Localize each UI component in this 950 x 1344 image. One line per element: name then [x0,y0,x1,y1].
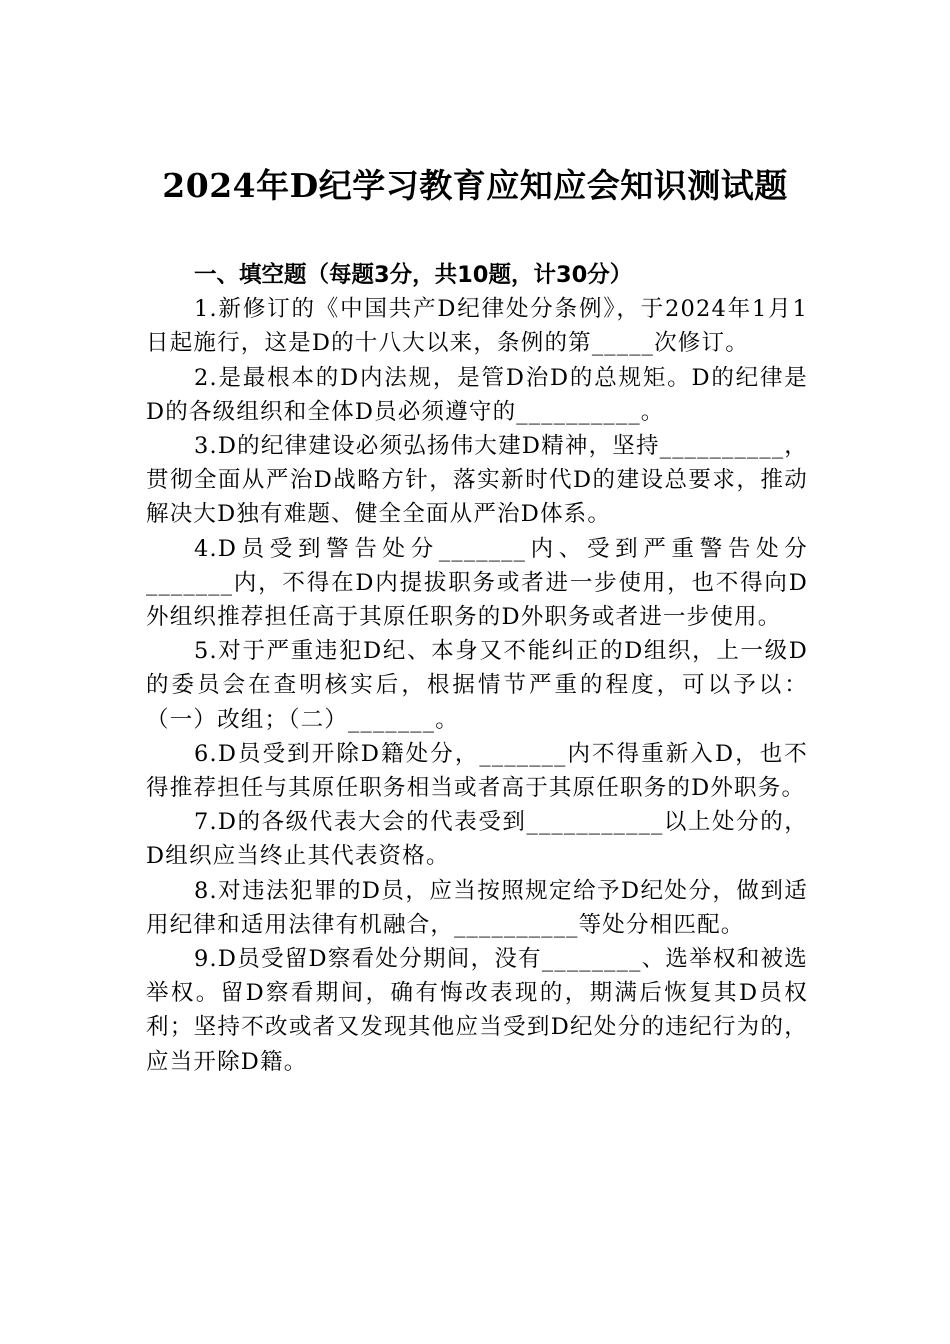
question-2: 2.是最根本的D内法规，是管D治D的总规矩。D的纪律是D的各级组织和全体D员必须遵守的__________。 [146,364,808,425]
document-title: 2024年D纪学习教育应知应会知识测试题 [162,166,788,205]
question-9: 9.D员受留D察看处分期间，没有________、选举权和被选举权。留D察看期间，确有悔改表现的，期满后恢复其D员权利；坚持不改或者又发现其他应当受到D纪处分的违纪行为的，应当开除D籍。 [146,946,808,1075]
question-6: 6.D员受到开除D籍处分，_______内不得重新入D，也不得推荐担任与其原任职务相当或者高于其原任职务的D外职务。 [146,740,808,802]
question-8: 8.对违法犯罪的D员，应当按照规定给予D纪处分，做到适用纪律和适用法律有机融合，__________等处分相匹配。 [146,877,808,938]
question-1: 1.新修订的《中国共产D纪律处分条例》，于2024年1月1日起施行，这是D的十八大以来，条例的第_____次修订。 [146,296,808,357]
question-4: 4.D员受到警告处分_______内、受到严重警告处分_______内，不得在D内提拔职务或者进一步使用，也不得向D外组织推荐担任高于其原任职务的D外职务或者进一步使用。 [146,535,808,631]
question-5: 5.对于严重违犯D纪、本身又不能纠正的D组织，上一级D的委员会在查明核实后，根据情节严重的程度，可以予以：（一）改组；（二）_______。 [146,638,808,733]
document-body [146,258,808,1079]
section-heading: 一、填空题（每题3分，共10题，计30分） [194,262,633,288]
question-7: 7.D的各级代表大会的代表受到___________以上处分的，D组织应当终止其代表资格。 [146,809,808,870]
question-3: 3.D的纪律建设必须弘扬伟大建D精神，坚持__________，贯彻全面从严治D战略方针，落实新时代D的建设总要求，推动解决大D独有难题、健全全面从严治D体系。 [146,433,808,528]
